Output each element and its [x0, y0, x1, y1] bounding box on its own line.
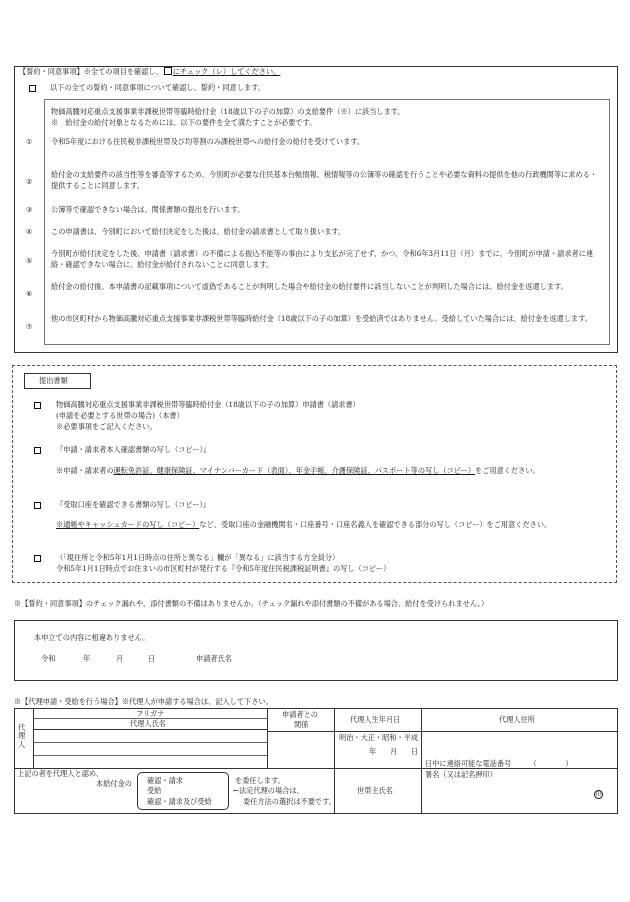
pledge-item-text: この申請書は、今別町において給付決定をした後は、給付金の請求書として取り扱います。	[51, 227, 346, 236]
pledge-item-no: ⑤	[26, 256, 33, 265]
proxy-name-header: 代理人氏名	[130, 719, 166, 728]
entrust-text-2: ←法定代理の場合は、	[233, 786, 304, 795]
proxy-side-label: 代理人	[18, 723, 26, 749]
furigana-header: フリガナ	[136, 709, 165, 718]
pledge-item-no: ⑦	[26, 322, 33, 331]
seal-mark: 印	[595, 792, 602, 798]
option-receive[interactable]: 受給	[147, 786, 162, 795]
doc1-condition: (申請を必要とする世帯の場合)（本書）	[56, 411, 184, 420]
birth-day: 日	[411, 747, 419, 756]
pledge-item-text: 今別町が給付決定をした後、申請書（請求書）の不備による振込不能等の事由により支払が完了せず、かつ、令和6年3月11日（月）までに、今別町が申請・請求者に連絡・確認できない場合に、給付金が給付されないことに同意します。	[51, 249, 594, 269]
pledge-items-box	[44, 99, 610, 345]
pledge-item-no: ②	[26, 177, 33, 186]
relation-header-2: 関係	[294, 720, 309, 729]
date-month: 月	[116, 654, 124, 663]
pledge-item-text: 令和5年度における住民税非課税世帯及び均等割のみ課税世帯への給付金の給付を受けています。	[51, 137, 365, 146]
address-header: 代理人住所	[499, 715, 535, 724]
doc2-checkbox[interactable]	[34, 447, 41, 454]
doc4-title: 令和5年1月1日時点でお住まいの市区町村が発行する『令和5年度住民税課税証明書』の写し（コピー）	[56, 564, 391, 573]
phone-label: 日中に連絡可能な電話番号 （ ）	[425, 759, 573, 768]
entrust-text-1: を委任します。	[235, 776, 285, 785]
relation-header-1: 申請者との	[282, 710, 318, 719]
doc2-title: 『申請・請求者本人確認書類の写し（コピー）』	[56, 445, 211, 454]
pledge-item-text: 公簿等で確認できない場合は、関係書類の提出を行います。	[51, 205, 245, 214]
pledge-item-text: 給付金の支給要件の該当性等を審査等するため、今別町が必要な住民基本台帳情報、税情報等の公簿等の確認を行うことや必要な資料の提供を他の行政機関等に求める・提供することに同意します。	[51, 170, 597, 190]
agree-all-label: 以下の全ての誓約・同意事項について確認し、誓約・同意します。	[50, 83, 265, 92]
checkbox-icon	[164, 67, 172, 75]
delegate-text-2: 本給付金の	[96, 779, 132, 788]
birth-eras: 明治・大正・昭和・平成	[339, 733, 419, 742]
confirmation-section	[14, 620, 618, 681]
pledge-item-no: ④	[26, 227, 33, 236]
option-confirm-request[interactable]: 確認・請求	[147, 776, 183, 785]
pledge-item-no: ①	[26, 137, 33, 146]
confirmation-statement: 本申立ての内容に相違ありません。	[34, 633, 150, 642]
applicant-name-label: 申請者氏名	[196, 654, 232, 663]
signature-label: 署名（又は記名押印）	[425, 770, 497, 779]
doc1-note: ※必要事項をご記入ください。	[56, 422, 157, 431]
doc2-note: ※申請・請求者の運転免許証、健康保険証、マイナンバーカード（表面）、年金手帳、介護保険証、パスポート等の写し（コピー）をご用意ください。	[56, 466, 540, 475]
doc4-checkbox[interactable]	[34, 555, 41, 562]
birthdate-header: 代理人生年月日	[350, 715, 401, 724]
delegate-text-1: 上記の者を代理人と認め、	[17, 769, 103, 778]
doc3-title: 『受取口座を確認できる書類の写し（コピー）』	[56, 500, 211, 509]
birth-year: 年	[369, 747, 377, 756]
pledge-item-text: 他の市区町村から物価高騰対応重点支援事業非課税世帯等臨時給付金（18歳以下の子の加算）を受給済ではありません。受給していた場合には、給付金を返還します。	[51, 314, 592, 323]
householder-label: 世帯主氏名	[357, 786, 393, 795]
doc4-condition: （「現住所と令和5年1月1日時点の住所と異なる」欄が「異なる」に該当する方全員分）	[56, 553, 340, 562]
option-confirm-request-receive[interactable]: 確認・請求及び受給	[147, 797, 212, 806]
proxy-heading: ※【代理申請・受給を行う場合】※代理人が申請する場合は、記入して下さい。	[14, 697, 273, 706]
date-day: 日	[148, 654, 156, 663]
pledge-item-no: ③	[26, 205, 33, 214]
birth-month: 月	[390, 747, 398, 756]
doc3-checkbox[interactable]	[34, 502, 41, 509]
date-year: 年	[83, 654, 91, 663]
pledge-intro-2: ※ 給付金の給付対象となるためには、以下の要件を全て満たすことが必要です。	[51, 118, 317, 127]
pledge-intro-1: 物価高騰対応重点支援事業非課税世帯等臨時給付金（18歳以下の子の加算）の支給要件（※）に該当します。	[51, 107, 405, 116]
pledge-item-no: ⑥	[26, 289, 33, 298]
agree-all-checkbox[interactable]	[29, 85, 36, 92]
doc3-note: ※通帳やキャッシュカードの写し（コピー）など、受取口座の金融機関名・口座番号・口座名義人を確認できる部分の写し（コピー）をご用意ください。	[56, 520, 552, 529]
warning-text: ※【誓約・同意事項】のチェック漏れや、添付書類の不備はありませんか。（チェック漏れや添付書類の不備がある場合、給付を受けられません。）	[14, 599, 489, 608]
entrust-text-3: 委任方法の選択は不要です。	[243, 797, 336, 806]
pledge-item-text: 給付金の給付後、本申請書の記載事項について虚偽であることが判明した場合や給付金の給付要件に該当しないことが判明した場合には、給付金を返還します。	[51, 282, 568, 291]
pledge-heading: 【誓約・同意事項】※全ての項目を確認し、 にチェック（レ）してください。	[19, 67, 281, 76]
doc1-title: 物価高騰対応重点支援事業非課税世帯等臨時給付金（18歳以下の子の加算）申請書（請求書）	[56, 400, 360, 409]
doc1-checkbox[interactable]	[34, 402, 41, 409]
date-era: 令和	[41, 654, 56, 663]
documents-label: 提出書類	[39, 376, 68, 385]
